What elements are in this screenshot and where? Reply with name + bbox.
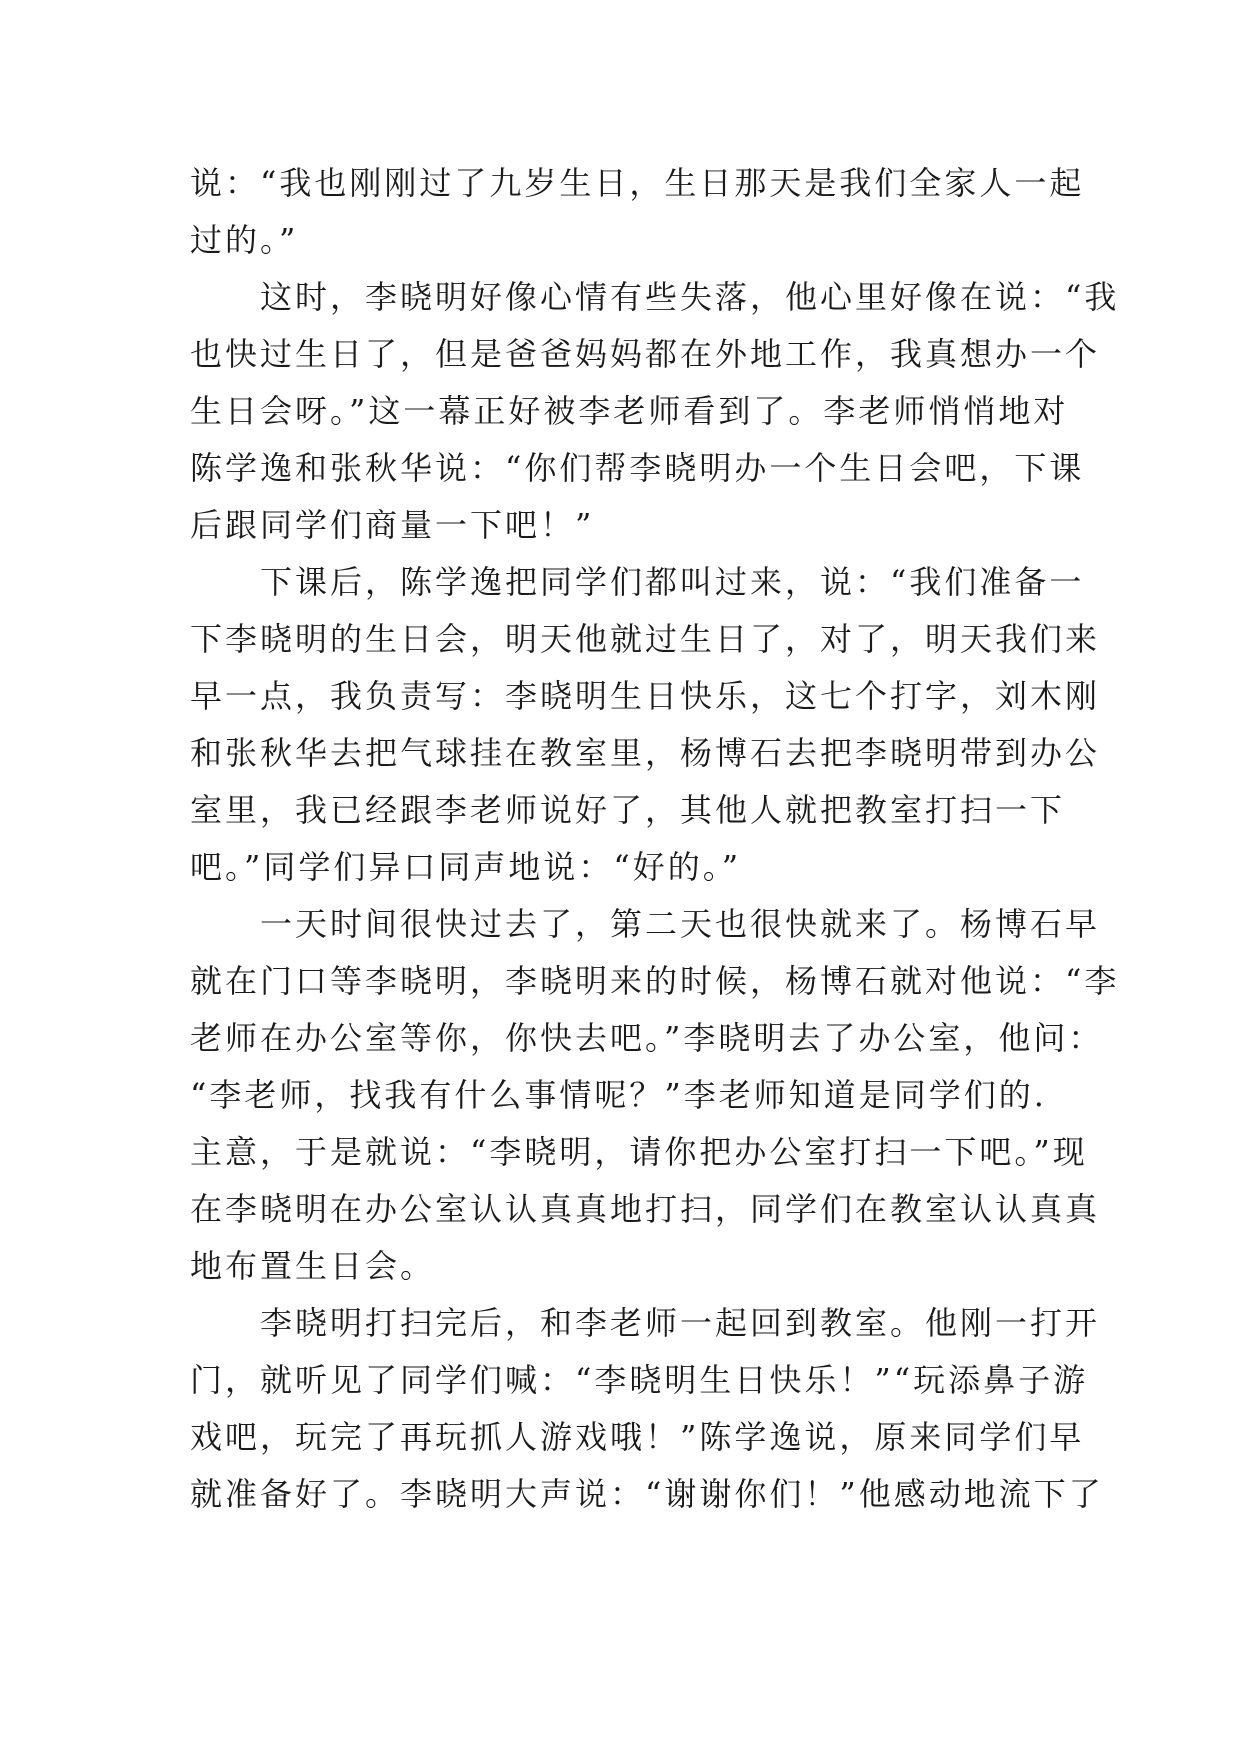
text-line: 下课后，陈学逸把同学们都叫过来，说：“我们准备一 [190,563,1085,601]
text-line: 下李晓明的生日会，明天他就过生日了，对了，明天我们来 [190,620,1101,658]
text-line: “李老师，找我有什么事情呢？”李老师知道是同学们的. [190,1076,1047,1114]
text-line: 后跟同学们商量一下吧！” [190,506,595,544]
text-line: 吧。”同学们异口同声地说：“好的。” [190,848,742,886]
text-line: 说：“我也刚刚过了九岁生日，生日那天是我们全家人一起 [190,164,1085,202]
body-text [190,155,1120,1523]
text-line: 一天时间很快过去了，第二天也很快就来了。杨博石早 [190,905,1101,943]
text-line: 戏吧，玩完了再玩抓人游戏哦！”陈学逸说，原来同学们早 [190,1418,1085,1456]
text-line: 生日会呀。”这一幕正好被李老师看到了。李老师悄悄地对 [190,392,1069,430]
text-line: 主意，于是就说：“李晓明，请你把办公室打扫一下吧。”现 [190,1133,1088,1171]
text-line: 地布置生日会。 [190,1247,436,1285]
text-line: 就在门口等李晓明，李晓明来的时候，杨博石就对他说：“李 [190,962,1120,1000]
text-line: 李晓明打扫完后，和李老师一起回到教室。他刚一打开 [190,1304,1101,1342]
text-line: 早一点，我负责写：李晓明生日快乐，这七个打字，刘木刚 [190,677,1101,715]
text-line: 和张秋华去把气球挂在教室里，杨博石去把李晓明带到办公 [190,734,1101,772]
text-line: 就准备好了。李晓明大声说：“谢谢你们！”他感动地流下了 [190,1475,1104,1513]
text-line: 也快过生日了，但是爸爸妈妈都在外地工作，我真想办一个 [190,335,1101,373]
text-line: 这时，李晓明好像心情有些失落，他心里好像在说：“我 [190,278,1120,316]
text-line: 老师在办公室等你，你快去吧。”李晓明去了办公室，他问： [190,1019,1104,1057]
text-line: 门，就听见了同学们喊：“李晓明生日快乐！”“玩添鼻子游 [190,1361,1089,1399]
text-line: 在李晓明在办公室认认真真地打扫，同学们在教室认认真真 [190,1190,1101,1228]
text-line: 陈学逸和张秋华说：“你们帮李晓明办一个生日会吧，下课 [190,449,1085,487]
text-line: 室里，我已经跟李老师说好了，其他人就把教室打扫一下 [190,791,1066,829]
text-line: 过的。” [190,221,299,259]
